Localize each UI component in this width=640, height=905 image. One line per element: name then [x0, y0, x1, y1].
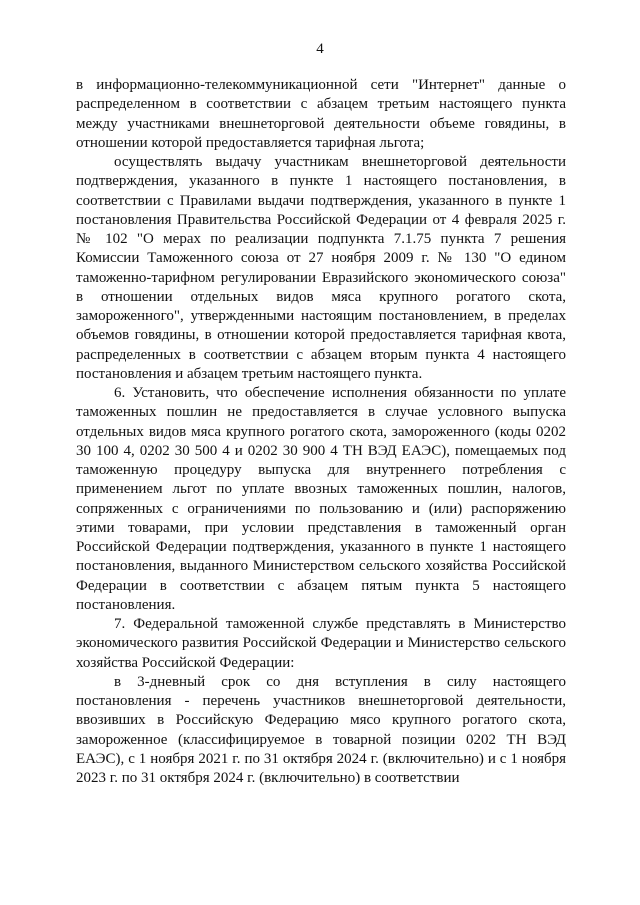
document-body: [76, 76, 566, 788]
paragraph-2: осуществлять выдачу участникам внешнеторговой деятельности подтверждения, указанного в пункте 1 настоящего постановления, в соответствии с Правилами выдачи подтверждения, указанного в пункте 1 постановления Правительства Российской Федерации от 4 февраля 2025 г. № 102 "О мерах по реализации подпункта 7.1.75 пункта 7 решения Комиссии Таможенного союза от 27 ноября 2009 г. № 130 "О едином таможенно-тарифном регулировании Евразийского экономического союза" в отношении отдельных видов мяса крупного рогатого скота, замороженного", утвержденными настоящим постановлением, в пределах объемов говядины, в отношении которой предоставляется тарифная квота, распределенных в соответствии с абзацем вторым пункта 4 настоящего постановления и абзацем третьим настоящего пункта.: [76, 154, 566, 382]
paragraph-1: в информационно-телекоммуникационной сети "Интернет" данные о распределенном в соответствии с абзацем третьим настоящего пункта между участниками внешнеторговой деятельности объеме говядины, в отношении которой предоставляется тарифная льгота;: [76, 77, 566, 151]
paragraph-3: 6. Установить, что обеспечение исполнения обязанности по уплате таможенных пошлин не предоставляется в случае условного выпуска отдельных видов мяса крупного рогатого скота, замороженного (коды 0202 30 100 4, 0202 30 500 4 и 0202 30 900 4 ТН ВЭД ЕАЭС), помещаемых под таможенную процедуру выпуска для внутреннего потребления с применением льгот по уплате ввозных таможенных пошлин, налогов, сопряженных с ограничениями по пользованию и (или) распоряжению этими товарами, при условии представления в таможенный орган Российской Федерации подтверждения, указанного в пункте 1 настоящего постановления, выданного Министерством сельского хозяйства Российской Федерации в соответствии с абзацем пятым пункта 5 настоящего постановления.: [76, 385, 566, 613]
page-number: 4: [316, 41, 324, 57]
paragraph-4: 7. Федеральной таможенной службе представлять в Министерство экономического развития Российской Федерации и Министерство сельского хозяйства Российской Федерации:: [76, 616, 566, 671]
paragraph-5: в 3-дневный срок со дня вступления в силу настоящего постановления - перечень участников внешнеторговой деятельности, ввозивших в Российскую Федерацию мясо крупного рогатого скота, замороженное (классифицируемое в товарной позиции 0202 ТН ВЭД ЕАЭС), с 1 ноября 2021 г. по 31 октября 2024 г. (включительно) и с 1 ноября 2023 г. по 31 октября 2024 г. (включительно) в соответствии: [76, 673, 566, 786]
